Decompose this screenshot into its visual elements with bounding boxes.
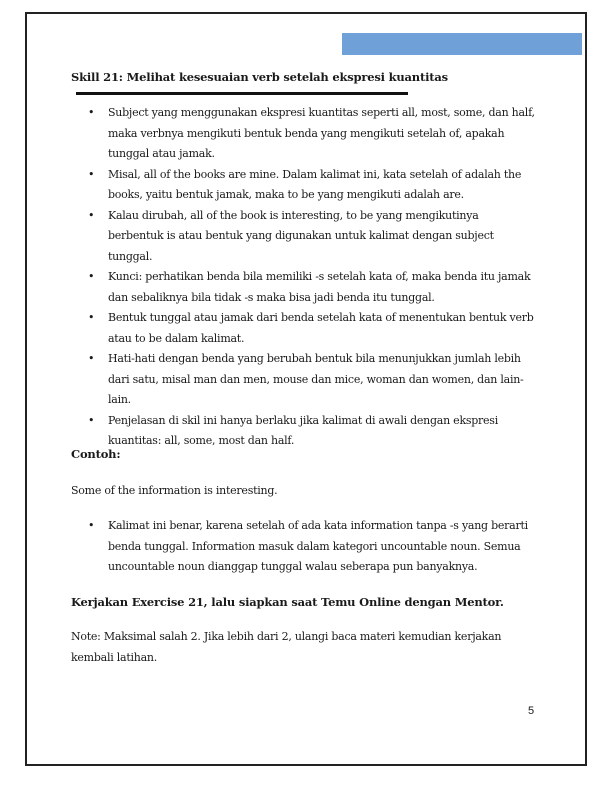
- list-item: [86, 516, 536, 578]
- example-sentence: Some of the information is interesting.: [71, 484, 278, 497]
- note-paragraph: Note: Maksimal salah 2. Jika lebih dari 2, ulangi baca materi kemudian kerjakan kembali latihan.: [71, 630, 502, 664]
- bullet-icon: •: [88, 311, 95, 324]
- list-item-text: Kalau dirubah, all of the book is interesting, to be yang mengikutinya berbentuk is atau bentuk yang digunakan untuk kalimat dengan subject tunggal.: [108, 208, 494, 263]
- list-item: [86, 308, 536, 349]
- list-item: [86, 267, 536, 308]
- list-item: [86, 103, 536, 165]
- list-item-text: Hati-hati dengan benda yang berubah bentuk bila menunjukkan jumlah lebih dari satu, misal man dan men, mouse dan mice, woman dan women, dan lain-lain.: [108, 352, 524, 406]
- page-number: 5: [528, 705, 535, 717]
- rules-bullet-list: [86, 103, 536, 452]
- bullet-icon: •: [88, 352, 95, 365]
- bullet-icon: •: [88, 270, 95, 283]
- bullet-icon: •: [88, 519, 95, 532]
- example-heading: Contoh:: [71, 447, 121, 461]
- list-item-text: Subject yang menggunakan ekspresi kuantitas seperti all, most, some, dan half, maka verbnya mengikuti bentuk benda yang mengikuti setelah of, apakah tunggal atau jamak.: [108, 106, 535, 160]
- example-bullet-list: [86, 516, 536, 578]
- list-item: [86, 349, 536, 411]
- list-item: [86, 206, 536, 268]
- list-item-text: Kunci: perhatikan benda bila memiliki -s setelah kata of, maka benda itu jamak dan sebaliknya bila tidak -s maka bisa jadi benda itu tunggal.: [108, 270, 531, 304]
- list-item-text: Bentuk tunggal atau jamak dari benda setelah kata of menentukan bentuk verb atau to be dalam kalimat.: [108, 311, 534, 345]
- list-item-text: Misal, all of the books are mine. Dalam kalimat ini, kata setelah of adalah the books, yaitu bentuk jamak, maka to be yang mengikuti adalah are.: [108, 167, 522, 201]
- list-item: [86, 411, 536, 452]
- list-item-text: Kalimat ini benar, karena setelah of ada kata information tanpa -s yang berarti benda tunggal. Information masuk dalam kategori uncountable noun. Semua uncountable noun dianggap tunggal walau seberapa pun banyaknya.: [108, 519, 528, 573]
- heading-underline: [76, 92, 408, 95]
- list-item-text: Penjelasan di skil ini hanya berlaku jika kalimat di awali dengan ekspresi kuantitas: all, some, most dan half.: [108, 413, 498, 447]
- list-item: [86, 165, 536, 206]
- bullet-icon: •: [88, 208, 95, 222]
- exercise-instruction: Kerjakan Exercise 21, lalu siapkan saat Temu Online dengan Mentor.: [71, 595, 504, 609]
- header-accent-bar: [342, 33, 582, 55]
- bullet-icon: •: [88, 106, 95, 119]
- bullet-icon: •: [88, 167, 95, 181]
- bullet-icon: •: [88, 413, 95, 427]
- section-heading: Skill 21: Melihat kesesuaian verb setelah ekspresi kuantitas: [71, 70, 448, 84]
